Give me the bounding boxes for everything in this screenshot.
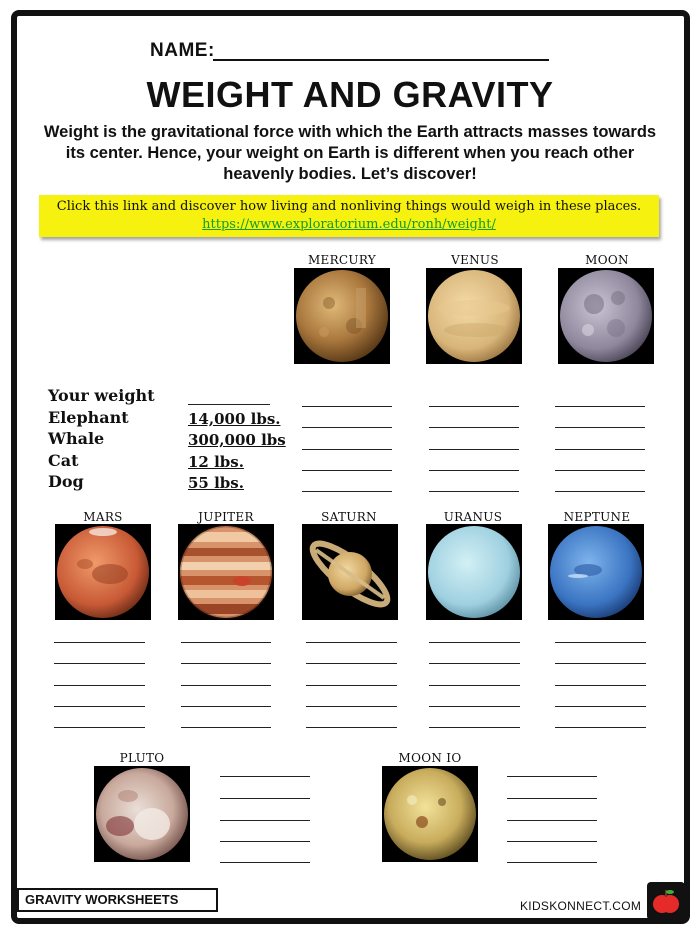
row-label-your-weight: Your weight [48, 386, 155, 405]
answer-line[interactable] [555, 449, 645, 450]
answer-line[interactable] [181, 727, 271, 728]
answer-line[interactable] [306, 663, 397, 664]
row-label-cat: Cat [48, 451, 79, 470]
answer-line[interactable] [429, 470, 519, 471]
answer-line[interactable] [429, 491, 519, 492]
row-label-dog: Dog [48, 472, 84, 491]
answer-line[interactable] [555, 491, 645, 492]
banner-text: Click this link and discover how living and nonliving things would weigh in these places. [56, 199, 642, 214]
answer-line[interactable] [306, 727, 397, 728]
answer-line[interactable] [54, 663, 145, 664]
answer-line[interactable] [220, 841, 310, 842]
answer-line[interactable] [429, 406, 519, 407]
answer-line[interactable] [302, 427, 392, 428]
answer-line[interactable] [54, 706, 145, 707]
answer-line[interactable] [507, 776, 597, 777]
answer-line[interactable] [54, 727, 145, 728]
answer-line[interactable] [507, 798, 597, 799]
answer-line[interactable] [54, 685, 145, 686]
exploratorium-link[interactable]: https://www.exploratorium.edu/ronh/weight/ [202, 217, 496, 232]
row-value-dog: 55 lbs. [188, 474, 244, 492]
answer-line[interactable] [555, 706, 646, 707]
answer-line[interactable] [429, 727, 520, 728]
link-banner [39, 195, 659, 237]
answer-line[interactable] [220, 820, 310, 821]
answer-line[interactable] [220, 862, 310, 863]
answer-line[interactable] [302, 406, 392, 407]
answer-line[interactable] [429, 427, 519, 428]
neptune-image [548, 524, 644, 620]
answer-line[interactable] [181, 706, 271, 707]
io-image [382, 766, 478, 862]
answer-line[interactable] [555, 406, 645, 407]
answer-line[interactable] [429, 663, 520, 664]
venus-label: VENUS [451, 253, 499, 267]
mars-image [55, 524, 151, 620]
answer-line[interactable] [429, 706, 520, 707]
page-title: WEIGHT AND GRAVITY [146, 74, 554, 115]
answer-line[interactable] [555, 727, 646, 728]
intro-text: Weight is the gravitational force with which the Earth attracts masses towards its center. Hence, your weight on Earth is different when you reach other heavenly bodies. Let’s discover! [43, 123, 657, 183]
neptune-label: NEPTUNE [563, 510, 631, 524]
answer-line[interactable] [181, 663, 271, 664]
mars-label: MARS [83, 510, 123, 524]
pluto-image [94, 766, 190, 862]
row-value-elephant: 14,000 lbs. [188, 410, 281, 428]
moon-image [558, 268, 654, 364]
answer-line[interactable] [555, 642, 646, 643]
answer-line[interactable] [507, 862, 597, 863]
answer-line[interactable] [220, 776, 310, 777]
row-label-whale: Whale [48, 429, 105, 448]
answer-line[interactable] [181, 642, 271, 643]
venus-image [426, 268, 522, 364]
answer-line[interactable] [555, 427, 645, 428]
apple-icon [647, 882, 685, 920]
uranus-image [426, 524, 522, 620]
answer-line[interactable] [302, 470, 392, 471]
row-value-cat: 12 lbs. [188, 453, 244, 471]
answer-line[interactable] [507, 820, 597, 821]
answer-line[interactable] [507, 841, 597, 842]
io-label: MOON IO [398, 751, 462, 765]
answer-line[interactable] [54, 642, 145, 643]
answer-line[interactable] [429, 642, 520, 643]
pluto-label: PLUTO [119, 751, 165, 765]
moon-label: MOON [585, 253, 629, 267]
worksheet-label: GRAVITY WORKSHEETS [17, 888, 218, 912]
answer-line[interactable] [555, 685, 646, 686]
answer-line[interactable] [181, 685, 271, 686]
saturn-label: SATURN [321, 510, 377, 524]
jupiter-image [178, 524, 274, 620]
site-name: KIDSKONNECT.COM [520, 899, 642, 913]
mercury-image [294, 268, 390, 364]
name-input-line[interactable] [213, 59, 549, 61]
saturn-image [302, 524, 398, 620]
mercury-label: MERCURY [307, 253, 377, 267]
jupiter-label: JUPITER [198, 510, 254, 524]
answer-line[interactable] [306, 706, 397, 707]
answer-line[interactable] [306, 642, 397, 643]
answer-line[interactable] [429, 685, 520, 686]
row-value-whale: 300,000 lbs [188, 431, 286, 449]
answer-line[interactable] [555, 470, 645, 471]
answer-line[interactable] [302, 449, 392, 450]
row-label-elephant: Elephant [48, 408, 129, 427]
uranus-label: URANUS [443, 510, 503, 524]
your-weight-input-line[interactable] [188, 404, 270, 405]
answer-line[interactable] [220, 798, 310, 799]
answer-line[interactable] [555, 663, 646, 664]
answer-line[interactable] [302, 491, 392, 492]
answer-line[interactable] [306, 685, 397, 686]
answer-line[interactable] [429, 449, 519, 450]
name-label: NAME: [150, 40, 215, 61]
